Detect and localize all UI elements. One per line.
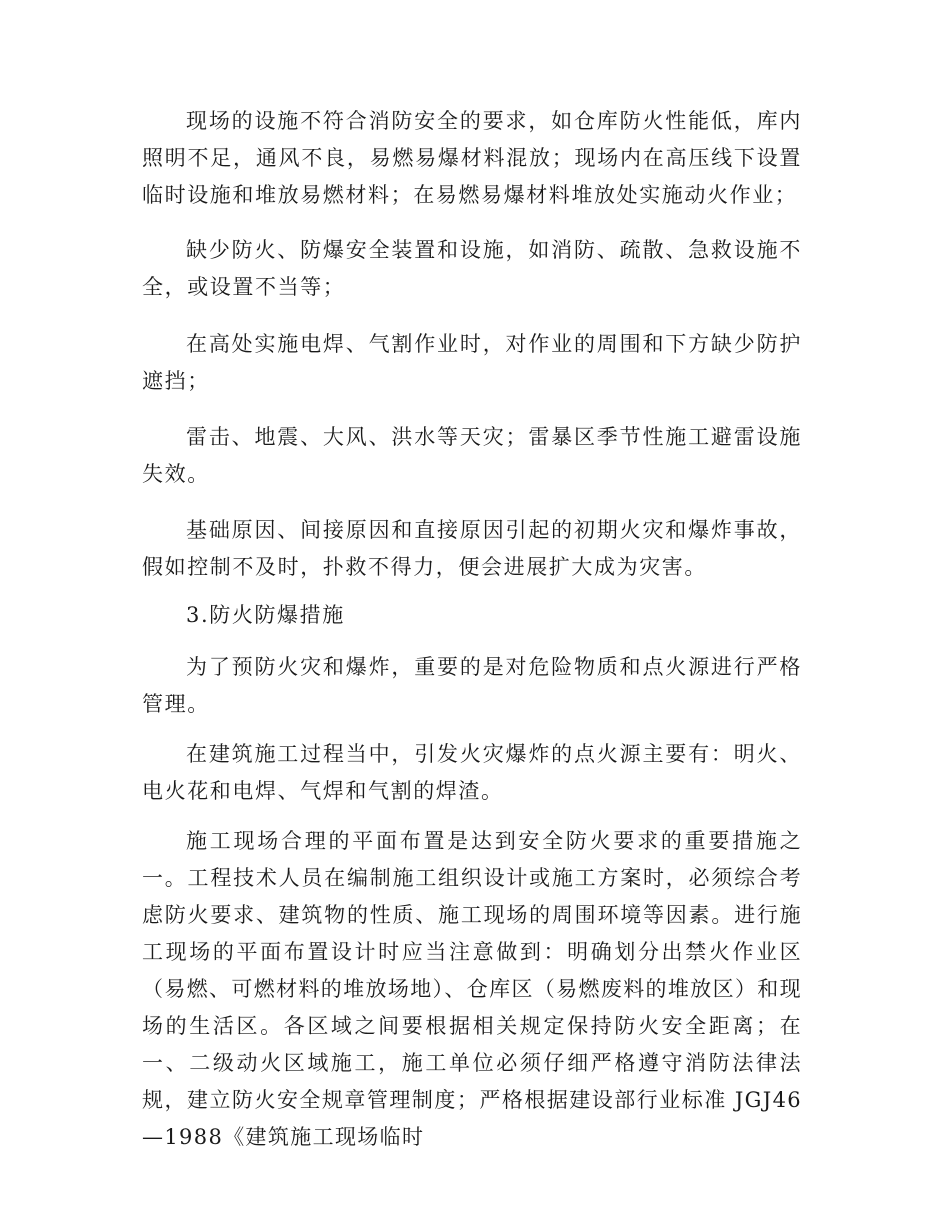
- paragraph-facility-requirements: 现场的设施不符合消防安全的要求，如仓库防火性能低，库内照明不足，通风不良，易燃易爆材料混放；现场内在高压线下设置临时设施和堆放易燃材料；在易燃易爆材料堆放处实施动火作业；: [142, 109, 802, 207]
- paragraph-site-layout: 施工现场合理的平面布置是达到安全防火要求的重要措施之一。工程技术人员在编制施工组织设计或施工方案时，必须综合考虑防火要求、建筑物的性质、施工现场的周围环境等因素。进行施工现场的平面布置设计时应当注意做到：明确划分出禁火作业区（易燃、可燃材料的堆放场地）、仓库区（易燃废料的堆放区）和现场的生活区。各区域之间要根据相关规定保持防火安全距离；在一、二级动火区域施工，施工单位必须仔细严格遵守消防法律法规，建立防火安全规章管理制度；严格根据建设部行业标准 JGJ46—1988《建筑施工现场临时: [142, 829, 802, 1149]
- paragraph-prevention-management: 为了预防火灾和爆炸，重要的是对危险物质和点火源进行严格管理。: [142, 655, 802, 716]
- paragraph-natural-disasters: 雷击、地震、大风、洪水等天灾；雷暴区季节性施工避雷设施失效。: [142, 425, 802, 486]
- paragraph-missing-safety-devices: 缺少防火、防爆安全装置和设施，如消防、疏散、急救设施不全，或设置不当等；: [142, 238, 802, 299]
- paragraph-initial-fire-escalation: 基础原因、间接原因和直接原因引起的初期火灾和爆炸事故，假如控制不及时，扑救不得力，便会进展扩大成为灾害。: [142, 518, 802, 579]
- section-heading: 3.防火防爆措施: [186, 603, 345, 627]
- paragraph-welding-at-height: 在高处实施电焊、气割作业时，对作业的周围和下方缺少防护遮挡；: [142, 332, 802, 393]
- paragraph-ignition-sources: 在建筑施工过程当中，引发火灾爆炸的点火源主要有：明火、电火花和电焊、气焊和气割的焊渣。: [142, 742, 802, 803]
